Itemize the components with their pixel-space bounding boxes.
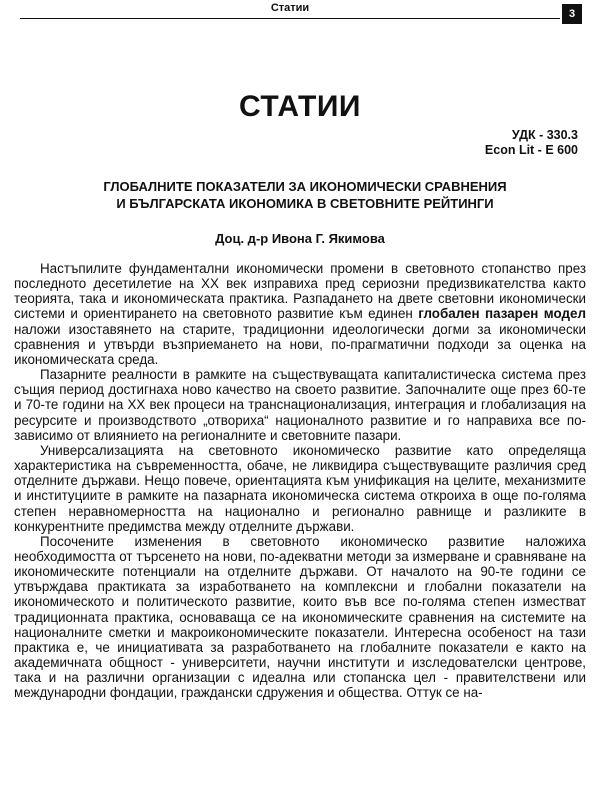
article-body xyxy=(14,261,586,701)
paragraph-1 xyxy=(14,261,586,367)
running-header xyxy=(20,0,560,19)
article-title-line-2: И БЪЛГАРСКАТА ИКОНОМИКА В СВЕТОВНИТЕ РЕЙТИНГИ xyxy=(116,196,494,211)
article-title xyxy=(40,178,570,212)
article-author: Доц. д-р Ивона Г. Якимова xyxy=(215,231,385,246)
econlit-code: Econ Lit - E 600 xyxy=(484,143,578,157)
paragraph-2: Пазарните реалности в рамките на съществуващата капиталистическа система през същия период достигнаха ново качество на своето развитие. Започналите още през 60-те и 70-те години на XX век процеси на транснационализация, интеграция и глобализация на ресурсите и производството „отвориха“ националното развитие и го направиха все по-зависимо от влиянието на регионалните и световните пазари. xyxy=(14,367,586,443)
udk-code: УДК - 330.3 xyxy=(511,128,578,142)
section-title: СТАТИИ xyxy=(239,90,361,123)
paragraph-1-emphasis: глобален пазарен модел xyxy=(418,306,586,322)
running-header-title: Статии xyxy=(270,2,310,14)
article-title-line-1: ГЛОБАЛНИТЕ ПОКАЗАТЕЛИ ЗА ИКОНОМИЧЕСКИ СРАВНЕНИЯ xyxy=(103,179,507,194)
paragraph-4: Посочените изменения в световното икономическо развитие наложиха необходимостта от търсенето на нови, по-адекватни методи за измерване и сравняване на икономическите потенциали на отделните държави. От началото на 90-те години се утвърждава практиката за изработването на комплексни и глобални показатели на икономическото и политическото развитие, които във все по-голяма степен изместват традиционната практика, основаваща се на икономическите сравнения на системите на националните сметки и макроикономическите показатели. Интересна особеност на тази практика е, че инициативата за разработването на глобалните показатели е както на академичната общност - университети, научни институти и изследователски центрове, така и на различни организации с идеална или стопанска цел - правителствени или международни фондации, граждански сдружения и общества. Оттук се на- xyxy=(14,533,586,701)
classification-codes xyxy=(485,128,578,158)
page-number-badge: 3 xyxy=(562,4,582,24)
paragraph-3: Универсализацията на световното икономическо развитие като определяща характеристика на съвременността, обаче, не ликвидира съществуващите различия сред отделните държави. Нещо повече, ориентацията към унификация на целите, механизмите и институциите в рамките на пазарната икономическа система откроиха в още по-голяма степен неравномерността на национално и регионално равнище и разликите в конкурентните предимства между отделните държави. xyxy=(14,442,586,534)
paragraph-1-end: наложи изоставянето на старите, традиционни идеологически догми за икономически сравнения и утвърди възприемането на нови, по-прагматични подходи за оценка на икономическата среда. xyxy=(14,321,586,367)
paragraph-1-start: Настъпилите фундаментални икономически промени в световното стопанство през последното десетилетие на XX век изправиха пред сериозни предизвикателства както теорията, така и икономическата практика. Разпадането на двете световни икономически системи и ориентирането на световното развитие към единен xyxy=(14,261,586,322)
